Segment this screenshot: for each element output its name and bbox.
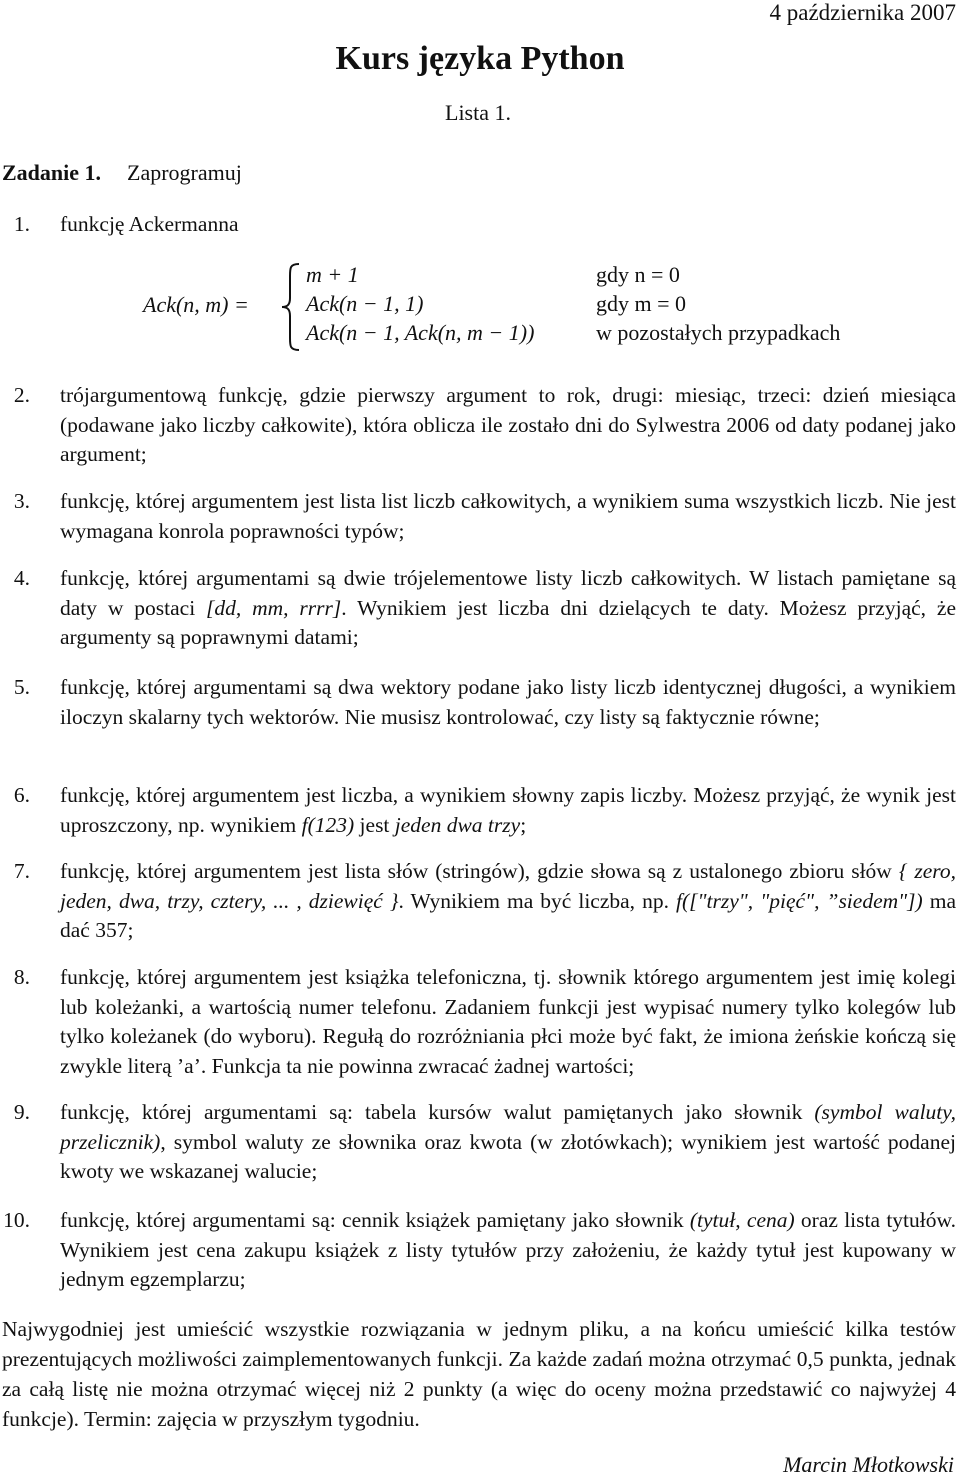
item-text-math: f(123) xyxy=(301,812,355,837)
item-number: 6. xyxy=(13,783,30,807)
list-item xyxy=(0,210,956,240)
item-text-part: oraz lista tytułów. Wynikiem jest cena zakupu książek z listy tytułów przy założeniu, że każdy tytuł jest kupowany w jednym egzemplarzu; xyxy=(60,1208,956,1291)
item-number: 9. xyxy=(13,1100,30,1124)
list-item xyxy=(0,673,956,732)
item-text: funkcję, której argumentem jest książka telefoniczna, tj. słownik którego argumentem jest imię kolegi lub koleżanki, a wartością numer telefonu. Zadaniem funkcji jest wypisać numery tylko kolegów lub tylko koleżanek (do wyboru). Regułą do rozróżniania płci może być fakt, że imiona żeńskie kończą się zwykle literą ’a’. Funkcja ta nie powinna zwracać żadnej wartości; xyxy=(60,965,956,1078)
ackermann-formula xyxy=(0,262,960,352)
item-text-part: , symbol waluty ze słownika oraz kwota (w złotówkach); wynikiem jest wartość podanej kwoty we wskazanej walucie; xyxy=(60,1129,956,1183)
item-text-part: . Wynikiem ma być liczba, np. xyxy=(398,888,676,913)
item-text-part: funkcję, której argumentem jest lista słów (stringów), gdzie słowa są z ustalonego zbioru słów xyxy=(60,859,899,883)
item-text-italic: jeden dwa trzy xyxy=(394,812,521,837)
author-signature: Marcin Młotkowski xyxy=(783,1452,954,1477)
list-item xyxy=(0,487,956,546)
item-text-part: funkcję, której argumentami są dwie trójelementowe listy liczb całkowitych. W listach pamiętane są daty w postaci xyxy=(60,566,956,620)
item-text: trójargumentową funkcję, gdzie pierwszy argument to rok, drugi: miesiąc, trzeci: dzień miesiąca (podawane jako liczby całkowite), która oblicza ile zostało dni do Sylwestra 2006 od daty podanej jako argument; xyxy=(60,383,956,466)
case-1-cond: gdy n = 0 xyxy=(596,262,680,287)
item-number: 4. xyxy=(13,566,30,590)
item-text-part: funkcję, której argumentem jest liczba, a wynikiem słowny zapis liczby. Możesz przyjąć, że wynik jest uproszczony, np. wynikiem xyxy=(60,783,956,837)
item-text-part: . Wynikiem jest liczba dni dzielących te daty. Możesz przyjąć, że argumenty są poprawnymi datami; xyxy=(60,595,956,649)
item-text: funkcję Ackermanna xyxy=(60,212,239,236)
item-text xyxy=(60,1206,956,1295)
closing-paragraph: Najwygodniej jest umieścić wszystkie rozwiązania w jednym pliku, a na końcu umieścić kilka testów prezentujących możliwości zaimplementowanych funkcji. Za każde zadań można otrzymać 0,5 punkta, jednak za całą listę nie można otrzymać więcej niż 2 punkty (a więc do oceny można przedstawić co najwyżej 4 funkcje). Termin: zajęcia w przyszłym tygodniu. xyxy=(2,1317,956,1431)
item-text: funkcję, której argumentami są dwa wektory podane jako listy liczb identycznej długości, a wynikiem iloczyn skalarny tych wektorów. Nie musisz kontrolować, czy listy są faktycznie równe; xyxy=(60,675,956,729)
item-text-part: funkcję, której argumentami są: tabela kursów walut pamiętanych jako słownik xyxy=(60,1100,815,1124)
item-text-part: ; xyxy=(520,812,527,837)
document-date: 4 października 2007 xyxy=(769,0,956,25)
item-text-italic: (tytuł, cena) xyxy=(689,1208,795,1232)
item-text: funkcję, której argumentem jest lista list liczb całkowitych, a wynikiem suma wszystkich liczb. Nie jest wymagana konrola poprawności typów; xyxy=(60,489,956,543)
item-text-italic: { zero, jeden, dwa, trzy, cztery, ... , dziewięć } xyxy=(60,859,956,913)
item-text-italic: (symbol waluty, przelicznik) xyxy=(60,1100,956,1154)
item-text xyxy=(60,857,956,946)
case-2-cond: gdy m = 0 xyxy=(596,291,687,316)
item-text-italic: f(["trzy", "pięć", ”siedem"]) xyxy=(676,888,923,913)
item-text xyxy=(60,781,956,840)
task-intro: Zaprogramuj xyxy=(127,160,242,185)
item-text-italic: [dd, mm, rrrr] xyxy=(206,595,342,620)
left-brace xyxy=(280,262,302,352)
page-title: Kurs języka Python xyxy=(335,40,625,77)
case-3-expr: Ack(n − 1, Ack(n, m − 1)) xyxy=(306,320,535,345)
case-3-cond: w pozostałych przypadkach xyxy=(596,320,841,345)
list-item xyxy=(0,1206,956,1295)
item-number: 8. xyxy=(13,965,30,989)
list-item xyxy=(0,381,956,470)
item-number: 10. xyxy=(3,1208,30,1232)
task-label: Zadanie 1. xyxy=(2,160,102,185)
item-text-part: funkcję, której argumentami są: cennik książek pamiętany jako słownik xyxy=(60,1208,690,1232)
item-number: 2. xyxy=(13,383,30,407)
list-item xyxy=(0,963,956,1081)
formula-lhs: Ack(n, m) = xyxy=(143,292,249,317)
item-number: 7. xyxy=(13,859,30,883)
page-subtitle: Lista 1. xyxy=(445,100,511,125)
case-1-expr: m + 1 xyxy=(306,262,359,287)
case-2-expr: Ack(n − 1, 1) xyxy=(306,291,424,316)
item-text-part: ma dać 357; xyxy=(60,888,956,942)
item-number: 1. xyxy=(13,212,30,236)
item-text-part: jest xyxy=(354,812,395,837)
item-number: 3. xyxy=(13,489,30,513)
item-number: 5. xyxy=(13,675,30,699)
item-text xyxy=(60,1098,956,1187)
list-item xyxy=(0,781,956,840)
list-item xyxy=(0,564,956,653)
list-item xyxy=(0,1098,956,1187)
list-item xyxy=(0,857,956,946)
item-text xyxy=(60,564,956,653)
task-heading xyxy=(2,160,242,186)
